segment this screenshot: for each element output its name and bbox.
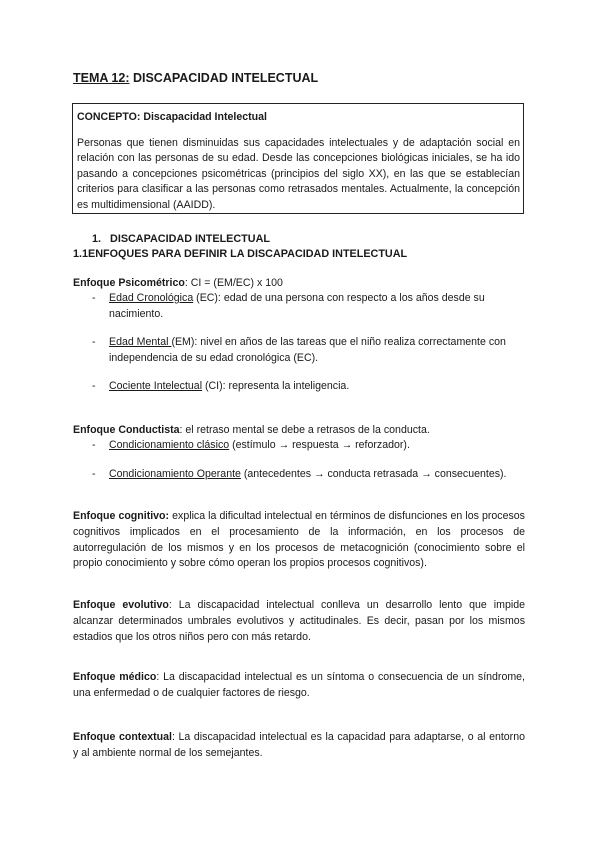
definition: (EC): edad de una persona con respecto a los años desde su nacimiento. (109, 292, 485, 320)
conductista-text: : el retraso mental se debe a retrasos de la conducta. (179, 424, 430, 436)
definition: (antecedentes → conducta retrasada → consecuentes). (240, 468, 507, 480)
definition: (estímulo → respuesta → reforzador). (229, 439, 410, 451)
term: Cociente Intelectual (109, 380, 203, 392)
concept-heading: CONCEPTO: Discapacidad Intelectual (77, 111, 267, 123)
section-number: 1. (92, 233, 102, 245)
term: Edad Cronológica (109, 292, 194, 304)
psicometrico-formula: : CI = (EM/EC) x 100 (184, 277, 283, 289)
bullet-dash: - (92, 439, 96, 451)
contextual-text: : La discapacidad intelectual es la capacidad para adaptarse, o al entorno y al ambiente normal de los semejantes. (73, 731, 525, 759)
bullet-dash: - (92, 468, 96, 480)
evolutivo-text: : La discapacidad intelectual conlleva un desarrollo lento que impide alcanzar determinados umbrales evolutivos y actitudinales. Es decir, pasan por los mismos estadios que los otros niños pero con más retardo. (73, 599, 525, 643)
cognitivo-paragraph (73, 509, 525, 572)
bullet-dash: - (92, 380, 96, 392)
medico-text: : La discapacidad intelectual es un síntoma o consecuencia de un síndrome, una enfermedad o de cualquier factores de riesgo. (73, 671, 526, 699)
term: Edad Mental (109, 336, 172, 348)
evolutivo-label: Enfoque evolutivo (73, 599, 169, 611)
title-text: DISCAPACIDAD INTELECTUAL (129, 71, 319, 85)
subsection-heading-1-1: 1.1ENFOQUES PARA DEFINIR LA DISCAPACIDAD INTELECTUAL (73, 248, 408, 260)
concept-box (72, 103, 524, 214)
medico-paragraph (73, 670, 525, 702)
evolutivo-paragraph (73, 598, 525, 645)
list-item-condicionamiento-operante (109, 467, 525, 483)
title-label: TEMA 12: (73, 71, 130, 85)
section-heading-1 (92, 233, 270, 245)
list-item-edad-cronologica (109, 291, 525, 322)
cognitivo-text: explica la dificultad intelectual en términos de disfunciones en los procesos cognitivos implicados en el procesamiento de la información, en los procesos de autorregulación de los mismos y en los procesos de metacognición (conocimiento sobre el propio conocimiento y sobre cómo operan los propios procesos cognitivos). (73, 510, 525, 570)
concept-text: Personas que tienen disminuidas sus capacidades intelectuales y de adaptación social en relación con las personas de su edad. Desde las concepciones biológicas iniciales, se ha ido pasando a concepciones psicométricas (principios del siglo XX), en las que se establecían criterios para clasificar a las personas como retrasados mentales. Actualmente, la concepción es multidimensional (AAIDD). (77, 137, 520, 211)
list-item-edad-mental (109, 335, 525, 366)
conductista-heading (73, 423, 430, 438)
list-item-condicionamiento-clasico (109, 438, 525, 454)
bullet-dash: - (92, 336, 96, 348)
section-title: DISCAPACIDAD INTELECTUAL (110, 233, 270, 245)
psicometrico-label: Enfoque Psicométrico (73, 277, 185, 289)
page-title (73, 71, 318, 85)
conductista-label: Enfoque Conductista (73, 424, 180, 436)
list-item-cociente-intelectual (109, 379, 525, 395)
cognitivo-label: Enfoque cognitivo: (73, 510, 170, 522)
definition: (CI): representa la inteligencia. (202, 380, 350, 392)
definition: (EM): nivel en años de las tareas que el niño realiza correctamente con independencia de su edad cronológica (EC). (109, 336, 506, 364)
bullet-dash: - (92, 292, 96, 304)
contextual-label: Enfoque contextual (73, 731, 172, 743)
term: Condicionamiento clásico (109, 439, 230, 451)
psicometrico-heading (73, 276, 283, 291)
medico-label: Enfoque médico (73, 671, 157, 683)
term: Condicionamiento Operante (109, 468, 241, 480)
contextual-paragraph (73, 730, 525, 762)
